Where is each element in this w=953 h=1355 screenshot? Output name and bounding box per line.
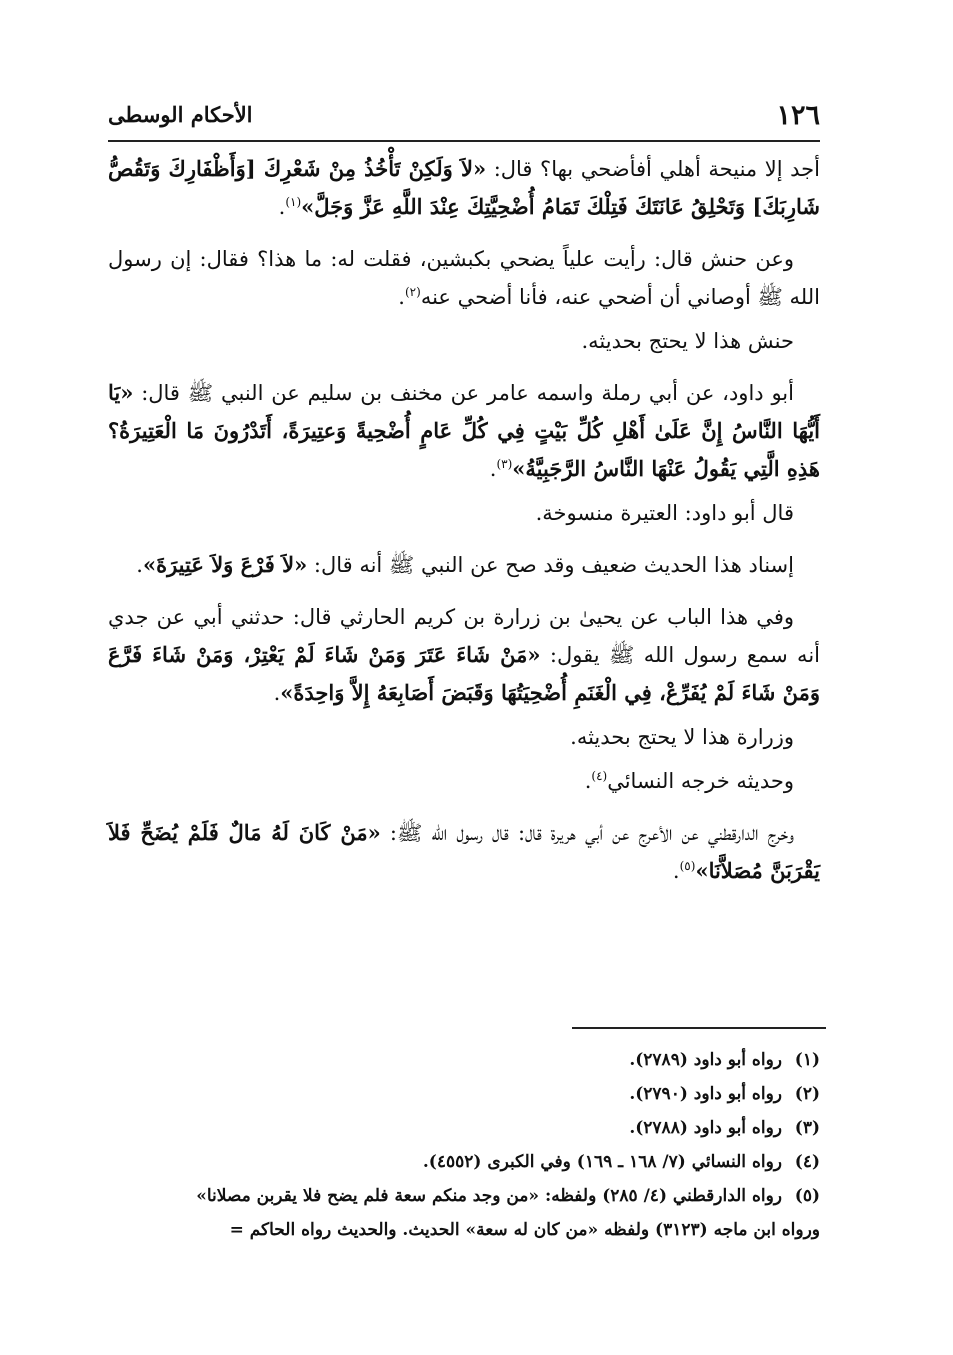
footnote-text: رواه أبو داود (٢٧٩٠). xyxy=(629,1084,782,1104)
footnote-number: (١) xyxy=(794,1050,820,1070)
paragraph-10-text: وخرج الدارقطني عن الأعرج عن أبي هريرة قال: قال رسول الله ﷺ: xyxy=(380,821,794,845)
footnote-number: (٤) xyxy=(794,1152,820,1172)
paragraph-7 xyxy=(108,598,820,712)
footnote-ref-1[interactable]: (١) xyxy=(285,195,302,209)
footnote-item xyxy=(108,1043,820,1077)
paragraph-2-end: . xyxy=(398,285,405,309)
footnote-ref-2[interactable]: (٢) xyxy=(404,285,421,299)
footnote-divider xyxy=(572,1027,826,1029)
paragraph-4-end: . xyxy=(489,457,497,481)
paragraph-2-text: وعن حنش قال: رأيت علياً يضحي بكبشين، فقلت له: ما هذا؟ فقال: إن رسول الله ﷺ أوصاني أن أضحي عنه، فأنا أضحي عنه xyxy=(108,247,820,309)
paragraph-7-text: وفي هذا الباب عن يحيىٰ بن زرارة بن كريم الحارثي قال: حدثني أبي عن جدي أنه سمع رسول الله ﷺ يقول: xyxy=(108,605,820,667)
paragraph-10 xyxy=(108,814,820,890)
footnote-item xyxy=(108,1077,820,1111)
paragraph-5: قال أبو داود: العتيرة منسوخة. xyxy=(535,501,794,525)
paragraph-4-text: أبو داود، عن أبي رملة واسمه عامر عن مخنف بن سليم عن النبي ﷺ قال: xyxy=(133,381,794,405)
paragraph-9 xyxy=(108,762,820,800)
hadith-quote-2: «يَا أَيُّهَا النَّاسُ إِنَّ عَلَىٰ أَهْلِ كُلِّ بَيْتٍ فِي كُلِّ عَامٍ أُضْحِيةً وَعتِيرَةً، أَتَدْرُونَ مَا الْعَتِيرَةُ؟ هَذِهِ الَّتِي يَقُولُ عَنْهَا النَّاسُ الرَّجَبِيَّةُ» xyxy=(108,380,820,481)
page-header xyxy=(108,98,820,138)
hadith-quote-3: «لاَ فَرْعَ وَلاَ عَتِيرَةَ» xyxy=(142,552,308,577)
paragraph-1-end: . xyxy=(278,195,286,219)
hadith-quote-1: «لاَ وَلَكِنْ تَأْخُذُ مِنْ شَعْرِكَ [وَأَظْفَارِكَ وَتَقُصُّ شَارِبَكَ] وَتَحْلِقُ عَانَتَكَ فَتِلْكَ تَمَامُ أُضْحِيَّتِكَ عِنْدَ اللَّهِ عَزَّ وَجَلَّ» xyxy=(108,156,820,219)
footnote-number: (٣) xyxy=(794,1118,820,1138)
page-number: ١٢٦ xyxy=(776,100,820,131)
footnote-text: رواه الدارقطني (٤/ ٢٨٥) ولفظه: «من وجد منكم سعة فلم يضح فلا يقربن مصلانا» xyxy=(196,1186,782,1206)
footnote-ref-5[interactable]: (٥) xyxy=(679,859,696,873)
paragraph-6-end: . xyxy=(136,553,143,577)
paragraph-8: وزرارة هذا لا يحتج بحديثه. xyxy=(570,725,794,749)
paragraph-6-text: إسناد هذا الحديث ضعيف وقد صح عن النبي ﷺ أنه قال: xyxy=(307,553,794,577)
footnote-ref-4[interactable]: (٤) xyxy=(591,769,608,783)
footnote-text: رواه أبو داود (٢٧٨٩). xyxy=(629,1050,782,1070)
paragraph-1-text: أجد إلا منيحة أهلي أفأضحي بها؟ قال: xyxy=(486,157,820,181)
paragraph-1 xyxy=(108,150,820,226)
footnote-text: رواه أبو داود (٢٧٨٨). xyxy=(629,1118,782,1138)
paragraph-9-end: . xyxy=(584,769,592,793)
footnote-item xyxy=(108,1145,820,1179)
paragraph-6 xyxy=(108,546,820,584)
footnote-continuation: ورواه ابن ماجه (٣١٢٣) ولفظه «من كان له سعة» الحديث. والحديث رواه الحاكم = xyxy=(229,1220,820,1240)
main-text xyxy=(108,150,820,896)
paragraph-3: حنش هذا لا يحتج بحديثه. xyxy=(581,329,794,353)
paragraph-9-text: وحديثه خرجه النسائي xyxy=(607,769,794,793)
footnote-text: رواه النسائي (٧/ ١٦٨ ـ ١٦٩) وفي الكبرى (٤٥٥٢). xyxy=(422,1152,782,1172)
footnote-item xyxy=(108,1179,820,1213)
footnote-ref-3[interactable]: (٣) xyxy=(496,457,513,471)
footnotes xyxy=(108,1043,820,1247)
footnote-item xyxy=(108,1111,820,1145)
paragraph-2 xyxy=(108,240,820,316)
paragraph-7-end: . xyxy=(273,681,281,705)
running-title: الأحكام الوسطى xyxy=(108,102,253,127)
hadith-quote-4: «مَنْ شَاءَ عَتَرَ وَمَنْ شَاءَ لَمْ يَعْتِرْ، وَمَنْ شَاءَ فَرَّعَ وَمَنْ شَاءَ لَمْ يُفَرِّعْ، فِي الْغَنَمِ أُضْحِيَتُهَا وَقَبَضَ أَصَابِعَهُ إِلاَّ وَاحِدَةً» xyxy=(108,642,820,705)
paragraph-10-end: . xyxy=(672,859,680,883)
paragraph-4 xyxy=(108,374,820,488)
footnote-number: (٢) xyxy=(794,1084,820,1104)
header-divider xyxy=(108,140,820,142)
footnote-number: (٥) xyxy=(794,1186,820,1206)
hadith-quote-5: «مَنْ كَانَ لَهُ مَالٌ فَلَمْ يُضَحِّ فَلاَ يَقْرَبَنَّ مُصَلاَّنَا» xyxy=(108,820,820,883)
